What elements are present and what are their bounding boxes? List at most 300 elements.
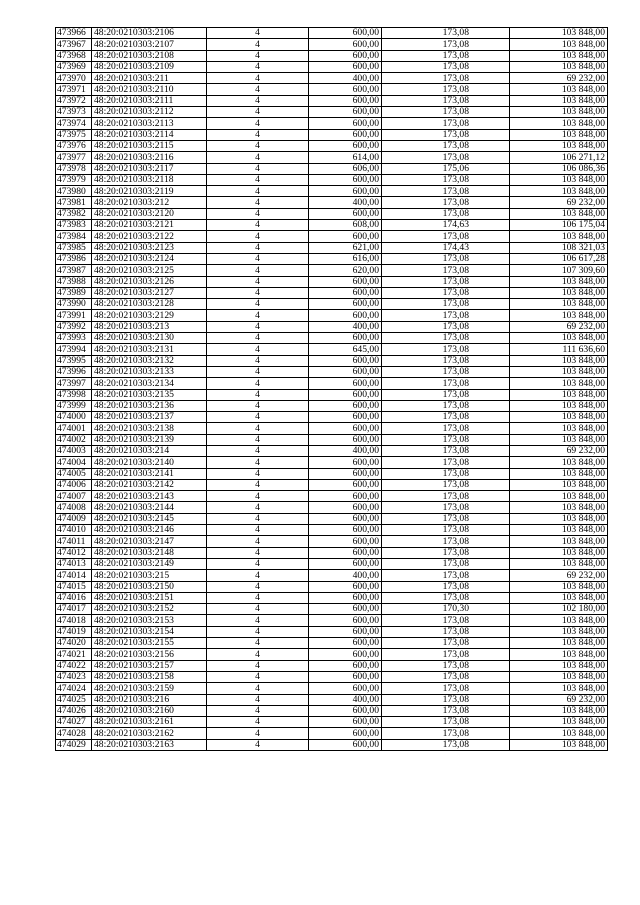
group-cell: 4 — [207, 118, 309, 129]
cadastral-number-cell: 48:20:0210303:2116 — [92, 152, 207, 163]
cadastral-number-cell: 48:20:0210303:2128 — [92, 299, 207, 310]
specific-value-cell: 173,08 — [382, 660, 510, 671]
row-id-cell: 474026 — [56, 705, 92, 716]
table-row — [56, 581, 608, 592]
specific-value-cell: 173,08 — [382, 39, 510, 50]
row-id-cell: 473970 — [56, 73, 92, 84]
area-cell: 600,00 — [309, 615, 382, 626]
group-cell: 4 — [207, 299, 309, 310]
row-id-cell: 474004 — [56, 457, 92, 468]
row-id-cell: 473976 — [56, 140, 92, 151]
cadastral-value-cell: 103 848,00 — [510, 423, 608, 434]
table-row — [56, 197, 608, 208]
group-cell: 4 — [207, 95, 309, 106]
area-cell: 620,00 — [309, 265, 382, 276]
table-row — [56, 129, 608, 140]
area-cell: 600,00 — [309, 739, 382, 750]
table-row — [56, 140, 608, 151]
table-row — [56, 50, 608, 61]
specific-value-cell: 173,08 — [382, 61, 510, 72]
row-id-cell: 473989 — [56, 287, 92, 298]
table-row — [56, 468, 608, 479]
table-row — [56, 728, 608, 739]
cadastral-number-cell: 48:20:0210303:2131 — [92, 344, 207, 355]
area-cell: 600,00 — [309, 479, 382, 490]
area-cell: 600,00 — [309, 457, 382, 468]
row-id-cell: 473994 — [56, 344, 92, 355]
area-cell: 600,00 — [309, 310, 382, 321]
area-cell: 614,00 — [309, 152, 382, 163]
group-cell: 4 — [207, 683, 309, 694]
cadastral-value-cell: 103 848,00 — [510, 276, 608, 287]
cadastral-number-cell: 48:20:0210303:2134 — [92, 378, 207, 389]
cadastral-number-cell: 48:20:0210303:2157 — [92, 660, 207, 671]
cadastral-value-cell: 103 848,00 — [510, 39, 608, 50]
cadastral-number-cell: 48:20:0210303:2107 — [92, 39, 207, 50]
cadastral-value-cell: 103 848,00 — [510, 355, 608, 366]
specific-value-cell: 173,08 — [382, 649, 510, 660]
area-cell: 600,00 — [309, 333, 382, 344]
specific-value-cell: 173,08 — [382, 457, 510, 468]
table-row — [56, 107, 608, 118]
specific-value-cell: 173,08 — [382, 739, 510, 750]
group-cell: 4 — [207, 253, 309, 264]
cadastral-number-cell: 48:20:0210303:2149 — [92, 558, 207, 569]
cadastral-value-cell: 69 232,00 — [510, 197, 608, 208]
table-row — [56, 558, 608, 569]
cadastral-value-cell: 103 848,00 — [510, 502, 608, 513]
row-id-cell: 474028 — [56, 728, 92, 739]
cadastral-value-cell: 103 848,00 — [510, 479, 608, 490]
area-cell: 400,00 — [309, 694, 382, 705]
cadastral-number-cell: 48:20:0210303:2114 — [92, 129, 207, 140]
cadastral-number-cell: 48:20:0210303:2163 — [92, 739, 207, 750]
group-cell: 4 — [207, 197, 309, 208]
area-cell: 600,00 — [309, 208, 382, 219]
row-id-cell: 474027 — [56, 717, 92, 728]
specific-value-cell: 173,08 — [382, 434, 510, 445]
cadastral-value-cell: 103 848,00 — [510, 107, 608, 118]
specific-value-cell: 173,08 — [382, 366, 510, 377]
group-cell: 4 — [207, 231, 309, 242]
group-cell: 4 — [207, 412, 309, 423]
group-cell: 4 — [207, 310, 309, 321]
group-cell: 4 — [207, 50, 309, 61]
row-id-cell: 473978 — [56, 163, 92, 174]
cadastral-value-cell: 103 848,00 — [510, 728, 608, 739]
area-cell: 616,00 — [309, 253, 382, 264]
cadastral-number-cell: 48:20:0210303:2159 — [92, 683, 207, 694]
table-row — [56, 321, 608, 332]
row-id-cell: 473969 — [56, 61, 92, 72]
group-cell: 4 — [207, 366, 309, 377]
row-id-cell: 474012 — [56, 547, 92, 558]
specific-value-cell: 173,08 — [382, 638, 510, 649]
specific-value-cell: 174,43 — [382, 242, 510, 253]
group-cell: 4 — [207, 61, 309, 72]
cadastral-value-cell: 103 848,00 — [510, 299, 608, 310]
group-cell: 4 — [207, 570, 309, 581]
cadastral-value-cell: 106 271,12 — [510, 152, 608, 163]
specific-value-cell: 173,08 — [382, 558, 510, 569]
group-cell: 4 — [207, 174, 309, 185]
area-cell: 600,00 — [309, 683, 382, 694]
cadastral-value-cell: 103 848,00 — [510, 140, 608, 151]
group-cell: 4 — [207, 163, 309, 174]
group-cell: 4 — [207, 152, 309, 163]
row-id-cell: 473999 — [56, 400, 92, 411]
specific-value-cell: 173,08 — [382, 615, 510, 626]
table-row — [56, 570, 608, 581]
row-id-cell: 473998 — [56, 389, 92, 400]
group-cell: 4 — [207, 638, 309, 649]
group-cell: 4 — [207, 457, 309, 468]
cadastral-number-cell: 48:20:0210303:2146 — [92, 525, 207, 536]
cadastral-number-cell: 48:20:0210303:2133 — [92, 366, 207, 377]
specific-value-cell: 173,08 — [382, 400, 510, 411]
cadastral-value-cell: 103 848,00 — [510, 525, 608, 536]
row-id-cell: 473985 — [56, 242, 92, 253]
row-id-cell: 473983 — [56, 220, 92, 231]
specific-value-cell: 173,08 — [382, 683, 510, 694]
cadastral-value-cell: 108 321,03 — [510, 242, 608, 253]
specific-value-cell: 173,08 — [382, 536, 510, 547]
table-row — [56, 683, 608, 694]
row-id-cell: 474022 — [56, 660, 92, 671]
cadastral-number-cell: 48:20:0210303:216 — [92, 694, 207, 705]
row-id-cell: 473984 — [56, 231, 92, 242]
specific-value-cell: 170,30 — [382, 604, 510, 615]
area-cell: 600,00 — [309, 50, 382, 61]
area-cell: 600,00 — [309, 84, 382, 95]
cadastral-number-cell: 48:20:0210303:215 — [92, 570, 207, 581]
group-cell: 4 — [207, 491, 309, 502]
cadastral-number-cell: 48:20:0210303:2112 — [92, 107, 207, 118]
group-cell: 4 — [207, 739, 309, 750]
cadastral-value-cell: 103 848,00 — [510, 412, 608, 423]
specific-value-cell: 173,08 — [382, 581, 510, 592]
specific-value-cell: 173,08 — [382, 570, 510, 581]
row-id-cell: 474024 — [56, 683, 92, 694]
table-row — [56, 525, 608, 536]
table-row — [56, 604, 608, 615]
table-row — [56, 310, 608, 321]
cadastral-value-cell: 103 848,00 — [510, 626, 608, 637]
row-id-cell: 474021 — [56, 649, 92, 660]
row-id-cell: 474001 — [56, 423, 92, 434]
specific-value-cell: 173,08 — [382, 378, 510, 389]
cadastral-number-cell: 48:20:0210303:211 — [92, 73, 207, 84]
cadastral-number-cell: 48:20:0210303:2147 — [92, 536, 207, 547]
area-cell: 600,00 — [309, 502, 382, 513]
cadastral-value-cell: 103 848,00 — [510, 61, 608, 72]
cadastral-number-cell: 48:20:0210303:2124 — [92, 253, 207, 264]
cadastral-number-cell: 48:20:0210303:2122 — [92, 231, 207, 242]
cadastral-value-cell: 106 617,28 — [510, 253, 608, 264]
group-cell: 4 — [207, 265, 309, 276]
cadastral-value-cell: 103 848,00 — [510, 558, 608, 569]
specific-value-cell: 173,08 — [382, 671, 510, 682]
cadastral-number-cell: 48:20:0210303:2119 — [92, 186, 207, 197]
cadastral-value-cell: 103 848,00 — [510, 547, 608, 558]
area-cell: 600,00 — [309, 61, 382, 72]
cadastral-number-cell: 48:20:0210303:2108 — [92, 50, 207, 61]
row-id-cell: 473991 — [56, 310, 92, 321]
table-row — [56, 208, 608, 219]
row-id-cell: 473986 — [56, 253, 92, 264]
group-cell: 4 — [207, 705, 309, 716]
table-row — [56, 186, 608, 197]
group-cell: 4 — [207, 129, 309, 140]
group-cell: 4 — [207, 615, 309, 626]
row-id-cell: 474014 — [56, 570, 92, 581]
specific-value-cell: 173,08 — [382, 73, 510, 84]
cadastral-number-cell: 48:20:0210303:2132 — [92, 355, 207, 366]
table-row — [56, 479, 608, 490]
area-cell: 600,00 — [309, 412, 382, 423]
specific-value-cell: 173,08 — [382, 95, 510, 106]
cadastral-value-cell: 103 848,00 — [510, 287, 608, 298]
area-cell: 600,00 — [309, 231, 382, 242]
specific-value-cell: 173,08 — [382, 107, 510, 118]
group-cell: 4 — [207, 694, 309, 705]
cadastral-number-cell: 48:20:0210303:2136 — [92, 400, 207, 411]
table-row — [56, 152, 608, 163]
specific-value-cell: 173,08 — [382, 389, 510, 400]
cadastral-number-cell: 48:20:0210303:2162 — [92, 728, 207, 739]
table-row — [56, 400, 608, 411]
cadastral-value-cell: 69 232,00 — [510, 570, 608, 581]
cadastral-value-cell: 69 232,00 — [510, 73, 608, 84]
area-cell: 600,00 — [309, 558, 382, 569]
cadastral-value-cell: 103 848,00 — [510, 717, 608, 728]
row-id-cell: 473972 — [56, 95, 92, 106]
table-body — [56, 28, 608, 751]
area-cell: 600,00 — [309, 660, 382, 671]
row-id-cell: 474011 — [56, 536, 92, 547]
cadastral-number-cell: 48:20:0210303:2141 — [92, 468, 207, 479]
table-row — [56, 276, 608, 287]
specific-value-cell: 173,08 — [382, 197, 510, 208]
area-cell: 600,00 — [309, 355, 382, 366]
table-row — [56, 39, 608, 50]
row-id-cell: 473977 — [56, 152, 92, 163]
area-cell: 600,00 — [309, 705, 382, 716]
row-id-cell: 473967 — [56, 39, 92, 50]
area-cell: 600,00 — [309, 525, 382, 536]
row-id-cell: 474023 — [56, 671, 92, 682]
row-id-cell: 474016 — [56, 592, 92, 603]
table-row — [56, 355, 608, 366]
cadastral-value-cell: 103 848,00 — [510, 208, 608, 219]
area-cell: 600,00 — [309, 95, 382, 106]
group-cell: 4 — [207, 220, 309, 231]
specific-value-cell: 173,08 — [382, 513, 510, 524]
cadastral-value-cell: 103 848,00 — [510, 231, 608, 242]
specific-value-cell: 173,08 — [382, 694, 510, 705]
specific-value-cell: 173,08 — [382, 186, 510, 197]
group-cell: 4 — [207, 39, 309, 50]
area-cell: 600,00 — [309, 28, 382, 39]
row-id-cell: 474017 — [56, 604, 92, 615]
row-id-cell: 473981 — [56, 197, 92, 208]
area-cell: 600,00 — [309, 592, 382, 603]
table-row — [56, 694, 608, 705]
specific-value-cell: 173,08 — [382, 592, 510, 603]
specific-value-cell: 173,08 — [382, 423, 510, 434]
cadastral-value-cell: 103 848,00 — [510, 491, 608, 502]
group-cell: 4 — [207, 434, 309, 445]
row-id-cell: 473971 — [56, 84, 92, 95]
cadastral-value-cell: 102 180,00 — [510, 604, 608, 615]
cadastral-value-cell: 103 848,00 — [510, 536, 608, 547]
specific-value-cell: 173,08 — [382, 547, 510, 558]
group-cell: 4 — [207, 479, 309, 490]
row-id-cell: 473995 — [56, 355, 92, 366]
area-cell: 608,00 — [309, 220, 382, 231]
cadastral-value-cell: 103 848,00 — [510, 310, 608, 321]
row-id-cell: 473996 — [56, 366, 92, 377]
cadastral-number-cell: 48:20:0210303:2144 — [92, 502, 207, 513]
specific-value-cell: 173,08 — [382, 333, 510, 344]
table-row — [56, 502, 608, 513]
row-id-cell: 473993 — [56, 333, 92, 344]
specific-value-cell: 173,08 — [382, 265, 510, 276]
area-cell: 600,00 — [309, 129, 382, 140]
group-cell: 4 — [207, 728, 309, 739]
cadastral-number-cell: 48:20:0210303:2145 — [92, 513, 207, 524]
table-row — [56, 333, 608, 344]
area-cell: 600,00 — [309, 174, 382, 185]
group-cell: 4 — [207, 581, 309, 592]
area-cell: 600,00 — [309, 468, 382, 479]
cadastral-number-cell: 48:20:0210303:2127 — [92, 287, 207, 298]
specific-value-cell: 173,08 — [382, 253, 510, 264]
specific-value-cell: 173,08 — [382, 84, 510, 95]
cadastral-number-cell: 48:20:0210303:2120 — [92, 208, 207, 219]
row-id-cell: 474005 — [56, 468, 92, 479]
cadastral-number-cell: 48:20:0210303:2135 — [92, 389, 207, 400]
cadastral-value-cell: 69 232,00 — [510, 445, 608, 456]
cadastral-value-cell: 103 848,00 — [510, 468, 608, 479]
cadastral-value-cell: 103 848,00 — [510, 581, 608, 592]
table-row — [56, 344, 608, 355]
area-cell: 600,00 — [309, 649, 382, 660]
table-row — [56, 118, 608, 129]
table-row — [56, 253, 608, 264]
cadastral-number-cell: 48:20:0210303:214 — [92, 445, 207, 456]
specific-value-cell: 173,08 — [382, 468, 510, 479]
area-cell: 600,00 — [309, 287, 382, 298]
group-cell: 4 — [207, 73, 309, 84]
table-row — [56, 445, 608, 456]
row-id-cell: 474029 — [56, 739, 92, 750]
table-row — [56, 434, 608, 445]
cadastral-number-cell: 48:20:0210303:2115 — [92, 140, 207, 151]
specific-value-cell: 173,08 — [382, 28, 510, 39]
specific-value-cell: 173,08 — [382, 525, 510, 536]
cadastral-number-cell: 48:20:0210303:2161 — [92, 717, 207, 728]
cadastral-value-cell: 103 848,00 — [510, 174, 608, 185]
group-cell: 4 — [207, 717, 309, 728]
cadastral-number-cell: 48:20:0210303:2150 — [92, 581, 207, 592]
specific-value-cell: 173,08 — [382, 287, 510, 298]
cadastral-number-cell: 48:20:0210303:2152 — [92, 604, 207, 615]
group-cell: 4 — [207, 513, 309, 524]
specific-value-cell: 174,63 — [382, 220, 510, 231]
area-cell: 600,00 — [309, 434, 382, 445]
area-cell: 600,00 — [309, 671, 382, 682]
group-cell: 4 — [207, 547, 309, 558]
row-id-cell: 473979 — [56, 174, 92, 185]
specific-value-cell: 173,08 — [382, 129, 510, 140]
specific-value-cell: 173,08 — [382, 152, 510, 163]
table-row — [56, 457, 608, 468]
area-cell: 600,00 — [309, 107, 382, 118]
row-id-cell: 474020 — [56, 638, 92, 649]
cadastral-number-cell: 48:20:0210303:2123 — [92, 242, 207, 253]
area-cell: 600,00 — [309, 276, 382, 287]
table-row — [56, 378, 608, 389]
area-cell: 600,00 — [309, 491, 382, 502]
cadastral-value-cell: 103 848,00 — [510, 118, 608, 129]
group-cell: 4 — [207, 140, 309, 151]
cadastral-number-cell: 48:20:0210303:2148 — [92, 547, 207, 558]
table-row — [56, 626, 608, 637]
cadastral-value-cell: 103 848,00 — [510, 28, 608, 39]
row-id-cell: 474003 — [56, 445, 92, 456]
row-id-cell: 474007 — [56, 491, 92, 502]
table-row — [56, 638, 608, 649]
cadastral-value-cell: 103 848,00 — [510, 400, 608, 411]
table-row — [56, 705, 608, 716]
cadastral-number-cell: 48:20:0210303:2109 — [92, 61, 207, 72]
table-row — [56, 660, 608, 671]
cadastral-number-cell: 48:20:0210303:2139 — [92, 434, 207, 445]
group-cell: 4 — [207, 525, 309, 536]
cadastral-value-cell: 103 848,00 — [510, 683, 608, 694]
cadastral-number-cell: 48:20:0210303:2111 — [92, 95, 207, 106]
table-row — [56, 389, 608, 400]
cadastral-value-cell: 69 232,00 — [510, 694, 608, 705]
cadastral-value-cell: 103 848,00 — [510, 333, 608, 344]
cadastral-value-cell: 103 848,00 — [510, 366, 608, 377]
cadastral-number-cell: 48:20:0210303:2160 — [92, 705, 207, 716]
area-cell: 600,00 — [309, 638, 382, 649]
specific-value-cell: 173,08 — [382, 50, 510, 61]
area-cell: 600,00 — [309, 299, 382, 310]
group-cell: 4 — [207, 604, 309, 615]
cadastral-value-cell: 103 848,00 — [510, 434, 608, 445]
row-id-cell: 473975 — [56, 129, 92, 140]
cadastral-value-cell: 69 232,00 — [510, 321, 608, 332]
cadastral-number-cell: 48:20:0210303:2117 — [92, 163, 207, 174]
group-cell: 4 — [207, 378, 309, 389]
cadastral-value-cell: 103 848,00 — [510, 638, 608, 649]
cadastral-number-cell: 48:20:0210303:2113 — [92, 118, 207, 129]
specific-value-cell: 173,08 — [382, 502, 510, 513]
row-id-cell: 474006 — [56, 479, 92, 490]
row-id-cell: 474025 — [56, 694, 92, 705]
table-row — [56, 366, 608, 377]
table-row — [56, 163, 608, 174]
table-row — [56, 739, 608, 750]
group-cell: 4 — [207, 28, 309, 39]
specific-value-cell: 173,08 — [382, 412, 510, 423]
specific-value-cell: 173,08 — [382, 276, 510, 287]
cadastral-value-cell: 103 848,00 — [510, 649, 608, 660]
area-cell: 645,00 — [309, 344, 382, 355]
